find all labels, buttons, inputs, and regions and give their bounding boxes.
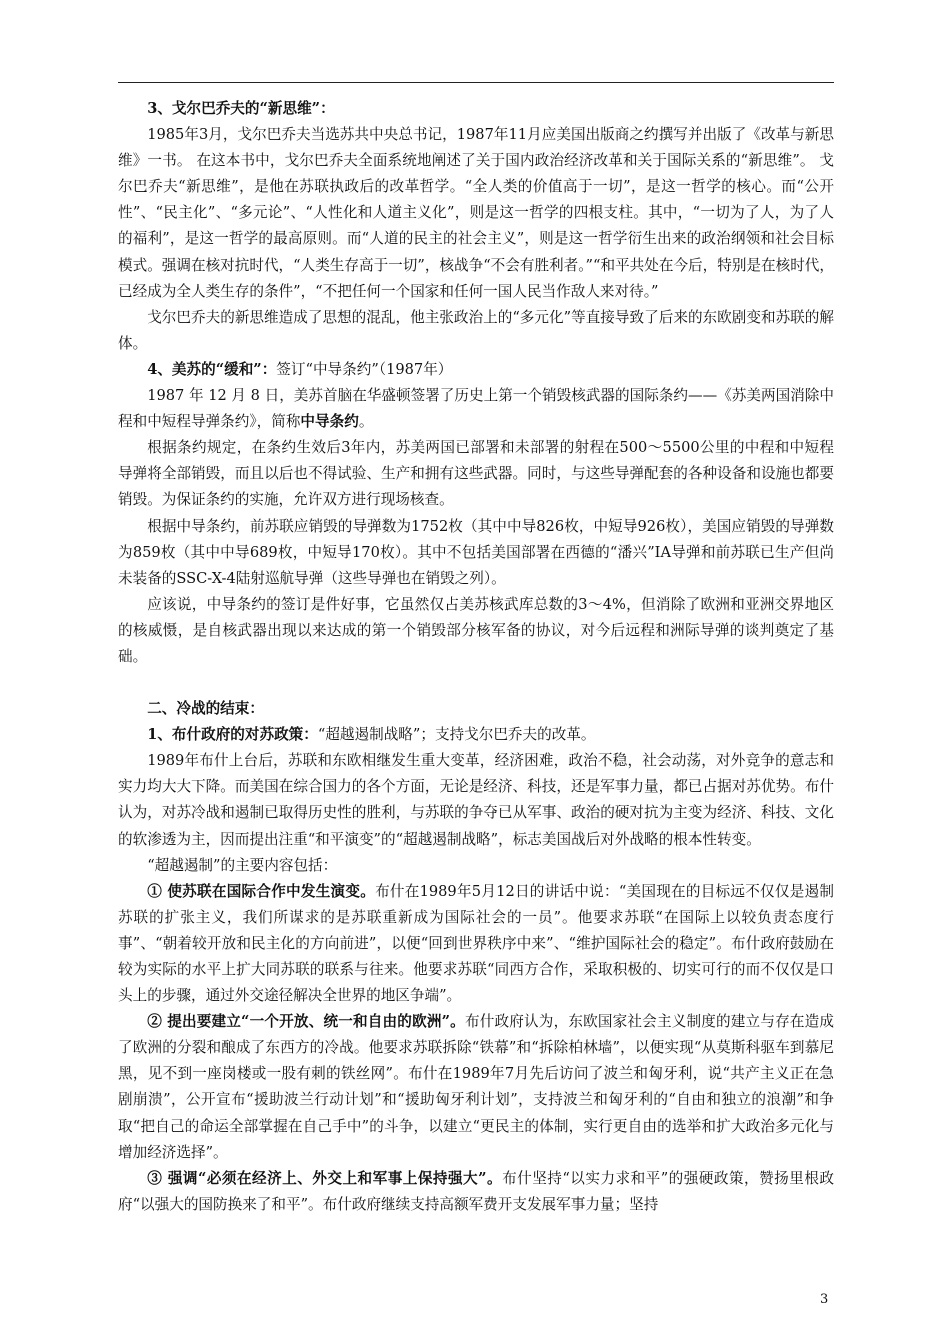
paragraph: 应该说，中导条约的签订是件好事，它虽然仅占美苏核武库总数的3～4%，但消除了欧洲和亚洲交界地区的核威慑，是自核武器出现以来达成的第一个销毁部分核军备的协议，对今后远程和洲际导弹的谈判奠定了基础。 <box>118 595 834 665</box>
list-item <box>118 1009 834 1166</box>
paragraph: “超越遏制”的主要内容包括： <box>147 856 338 874</box>
subsection-1-heading <box>118 722 834 748</box>
paragraph: 根据中导条约，前苏联应销毁的导弹数为1752枚（其中中导826枚，中短导926枚），美国应销毁的导弹数为859枚（其中中导689枚，中短导170枚）。其中不包括美国部署在西德的“潘兴”IA导弹和前苏联已生产但尚未装备的SSC-X-4陆射巡航导弹（这些导弹也在销毁之列）。 <box>118 517 834 587</box>
paragraph: 戈尔巴乔夫的新思维造成了思想的混乱，他主张政治上的“多元化”等直接导致了后来的东欧剧变和苏联的解体。 <box>118 308 834 352</box>
paragraph-text: 1987 年 12 月 8 日，美苏首脑在华盛顿签署了历史上第一个销毁核武器的国际条约——《苏美两国消除中程和中短程导弹条约》，简称 <box>118 387 834 431</box>
paragraph: 根据条约规定，在条约生效后3年内，苏美两国已部署和未部署的射程在500～5500公里的中程和中短程导弹将全部销毁，而且以后也不得试验、生产和拥有这些武器。同时，与这些导弹配套的各种设备和设施也都要销毁。为保证条约的实施，允许双方进行现场核查。 <box>118 439 834 509</box>
item-title: ② 提出要建立“一个开放、统一和自由的欧洲”。 <box>147 1013 465 1031</box>
item-text: 布什在1989年5月12日的讲话中说：“美国现在的目标远不仅仅是遏制苏联的扩张主义，我们所谋求的是苏联重新成为国际社会的一员”。他要求苏联“在国际上以较负责态度行事”、“朝着较开放和民主化的方向前进”，以便“回到世界秩序中来”、“维护国际社会的稳定”。布什政府鼓励在较为实际的水平上扩大同苏联的联系与往来。他要求苏联“同西方合作，采取积极的、切实可行的而不仅仅是口头上的步骤，通过外交途径解决全世界的地区争端”。 <box>118 882 834 1005</box>
list-item <box>118 879 834 1009</box>
heading-bold: 4、美苏的“缓和”： <box>147 360 277 378</box>
paragraph: 1985年3月，戈尔巴乔夫当选苏共中央总书记，1987年11月应美国出版商之约撰写并出版了《改革与新思维》一书。 在这本书中，戈尔巴乔夫全面系统地阐述了关于国内政治经济改革和关于国际关系的“新思维”。 戈尔巴乔夫“新思维”，是他在苏联执政后的改革哲学。“全人类的价值高于一切”，是这一哲学的核心。而“公开性”、“民主化”、“多元论”、“人性化和人道主义化”，则是这一哲学的四根支柱。其中，“一切为了人，为了人的福利”，是这一哲学的最高原则。而“人道的民主的社会主义”，则是这一哲学衍生出来的政治纲领和社会目标模式。强调在核对抗时代，“人类生存高于一切”，核战争“不会有胜利者。”“和平共处在今后，特别是在核时代，已经成为全人类生存的条件”，“不把任何一个国家和任何一国人民当作敌人来对待。” <box>118 126 834 300</box>
heading-rest: “超越遏制战略”；支持戈尔巴乔夫的改革。 <box>317 726 596 744</box>
item-text: 布什政府认为，东欧国家社会主义制度的建立与存在造成了欧洲的分裂和酿成了东西方的冷战。他要求苏联拆除“铁幕”和“拆除柏林墙”，以便实现“从莫斯科驱车到慕尼黑，见不到一座岗楼或一股有刺的铁丝网”。布什在1989年7月先后访问了波兰和匈牙利，说“共产主义正在急剧崩溃”，公开宣布“援助波兰行动计划”和“援助匈牙利计划”，支持波兰和匈牙利的“自由和独立的浪潮”和争取“把自己的命运全部掌握在自己手中”的斗争，以建立“更民主的体制，实行更自由的选举和扩大政治多元化与增加经济选择”。 <box>118 1013 834 1161</box>
item-title: ③ 强调“必须在经济上、外交上和军事上保持强大”。 <box>147 1169 503 1187</box>
heading-rest: 签订“中导条约”（1987年） <box>276 360 453 378</box>
paragraph-end: 。 <box>358 413 374 431</box>
spacer <box>118 670 834 696</box>
section-3-heading: 3、戈尔巴乔夫的“新思维”： <box>147 100 335 117</box>
header-rule <box>118 82 834 83</box>
part-2-heading: 二、冷战的结束： <box>147 700 264 718</box>
paragraph: 1989年布什上台后，苏联和东欧相继发生重大变革，经济困难，政治不稳，社会动荡，对外竞争的意志和实力均大大下降。而美国在综合国力的各个方面，无论是经济、科技，还是军事力量，都已占据对苏优势。布什认为，对苏冷战和遏制已取得历史性的胜利，与苏联的争夺已从军事、政治的硬对抗为主变为经济、科技、文化的软渗透为主，因而提出注重“和平演变”的“超越遏制战略”，标志美国战后对外战略的根本性转变。 <box>118 752 834 848</box>
list-item <box>118 1166 834 1218</box>
paragraph <box>118 383 834 435</box>
item-text: 布什坚持“以实力求和平”的强硬政策，赞扬里根政府“以强大的国防换来了和平”。布什政府继续支持高额军费开支发展军事力量；坚持 <box>118 1169 834 1213</box>
page-number: 3 <box>820 1292 829 1307</box>
bold-term: 中导条约 <box>300 413 359 431</box>
item-title: ① 使苏联在国际合作中发生演变。 <box>147 882 376 900</box>
section-4-heading <box>118 357 834 383</box>
heading-bold: 1、布什政府的对苏政策： <box>147 726 318 744</box>
page-body <box>118 96 834 1218</box>
